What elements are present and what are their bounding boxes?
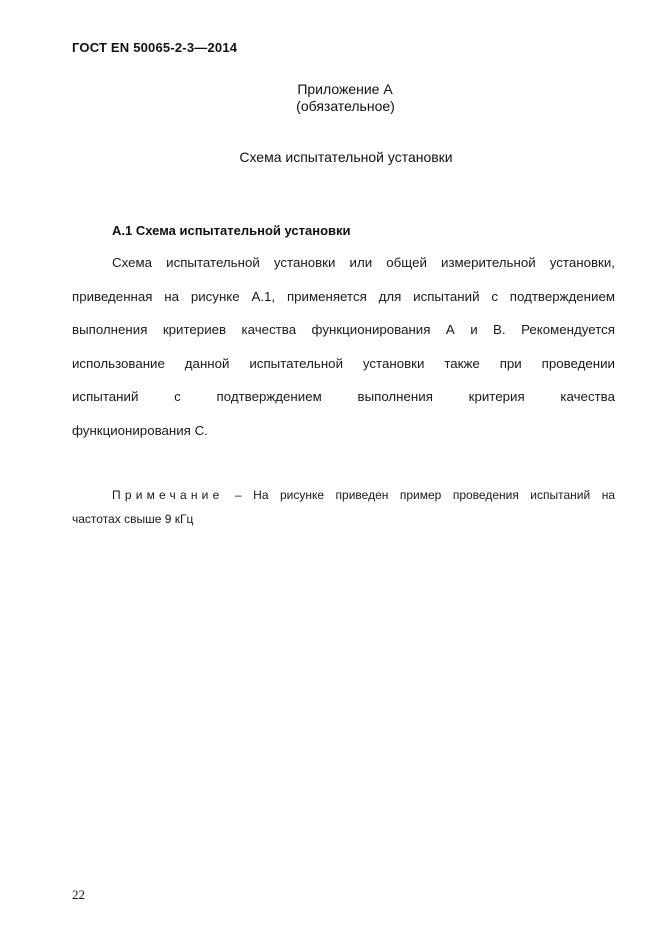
note-line — [112, 488, 615, 502]
note-dash: – — [234, 488, 242, 502]
section-heading: Схема испытательной установки — [239, 149, 453, 165]
paragraph-line: испытаний с подтверждением выполнения критерия качества — [72, 389, 615, 404]
page-number: 22 — [72, 887, 85, 902]
paragraph-line: Схема испытательной установки или общей измерительной установки, — [112, 255, 615, 270]
paragraph-line: функционирования С. — [72, 423, 208, 438]
appendix-status: (обязательное) — [296, 98, 395, 114]
subsection-heading: А.1 Схема испытательной установки — [112, 223, 351, 238]
paragraph-line: приведенная на рисунке А.1, применяется для испытаний с подтверждением — [72, 289, 615, 304]
note-line: частотах свыше 9 кГц — [72, 512, 194, 526]
paragraph-line: использование данной испытательной установки также при проведении — [72, 356, 615, 371]
appendix-title — [73, 81, 617, 115]
document-code: ГОСТ EN 50065-2-3—2014 — [72, 40, 238, 55]
appendix-label: Приложение А — [297, 81, 393, 97]
note-label: Примечание — [112, 488, 224, 502]
note-text: На рисунке приведен пример проведения испытаний на — [253, 488, 615, 502]
paragraph-line: выполнения критериев качества функционирования А и В. Рекомендуется — [72, 322, 615, 337]
